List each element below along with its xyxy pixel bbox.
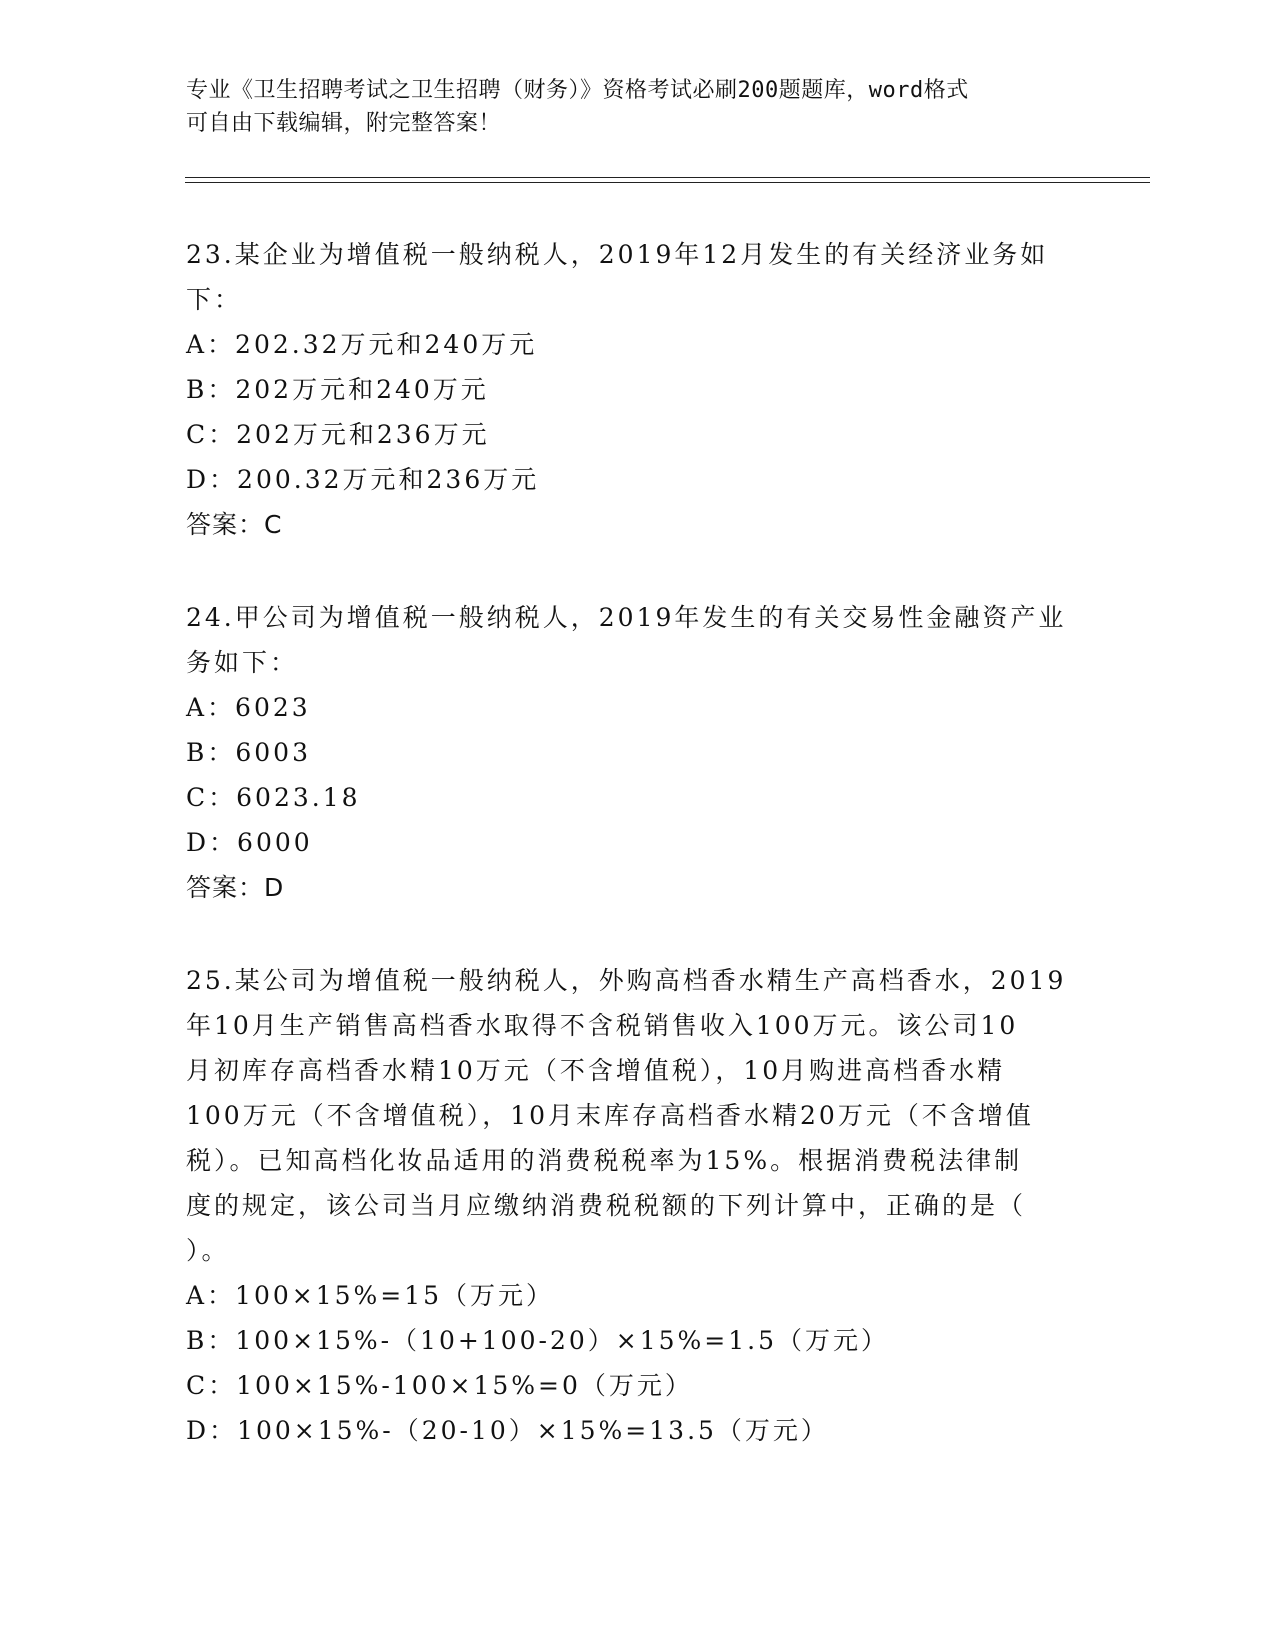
question-24 [186, 595, 1086, 910]
option-d: D：6000 [186, 828, 313, 857]
question-stem-line: 务如下： [186, 648, 299, 677]
question-stem-line: 月初库存高档香水精10万元（不含增值税），10月购进高档香水精 [186, 1056, 1006, 1085]
header-divider-bottom [185, 182, 1150, 183]
answer-label: 答案：D [186, 873, 285, 902]
header-line-1: 专业《卫生招聘考试之卫生招聘（财务）》资格考试必刷200题题库，word格式 [186, 78, 969, 103]
header-line-2: 可自由下载编辑，附完整答案！ [186, 111, 502, 136]
question-stem-line: 年10月生产销售高档香水取得不含税销售收入100万元。该公司10 [186, 1011, 1019, 1040]
answer-label: 答案：C [186, 510, 283, 539]
document-header [186, 74, 1066, 140]
option-d: D：200.32万元和236万元 [186, 465, 540, 494]
question-stem-line: 税）。已知高档化妆品适用的消费税税率为15%。根据消费税法律制 [186, 1146, 1023, 1175]
option-d: D：100×15%-（20-10）×15%=13.5（万元） [186, 1416, 829, 1445]
question-stem-line: 25.某公司为增值税一般纳税人，外购高档香水精生产高档香水，2019 [186, 966, 1067, 995]
option-a: A：202.32万元和240万元 [186, 330, 538, 359]
header-divider-top [185, 177, 1150, 178]
question-23 [186, 232, 1086, 547]
option-b: B：6003 [186, 738, 311, 767]
option-b: B：202万元和240万元 [186, 375, 489, 404]
question-25 [186, 958, 1086, 1453]
option-c: C：6023.18 [186, 783, 361, 812]
question-stem-line: 24.甲公司为增值税一般纳税人，2019年发生的有关交易性金融资产业 [186, 603, 1067, 632]
option-a: A：6023 [186, 693, 311, 722]
question-stem-line: 23.某企业为增值税一般纳税人，2019年12月发生的有关经济业务如 [186, 240, 1049, 269]
question-stem-line: 度的规定，该公司当月应缴纳消费税税额的下列计算中，正确的是（ [186, 1191, 1027, 1220]
option-a: A：100×15%=15（万元） [186, 1281, 555, 1310]
option-c: C：100×15%-100×15%=0（万元） [186, 1371, 693, 1400]
question-stem-line: ）。 [186, 1236, 230, 1265]
option-c: C：202万元和236万元 [186, 420, 490, 449]
question-stem-line: 下： [186, 285, 243, 314]
option-b: B：100×15%-（10+100-20）×15%=1.5（万元） [186, 1326, 890, 1355]
question-stem-line: 100万元（不含增值税），10月末库存高档香水精20万元（不含增值 [186, 1101, 1034, 1130]
